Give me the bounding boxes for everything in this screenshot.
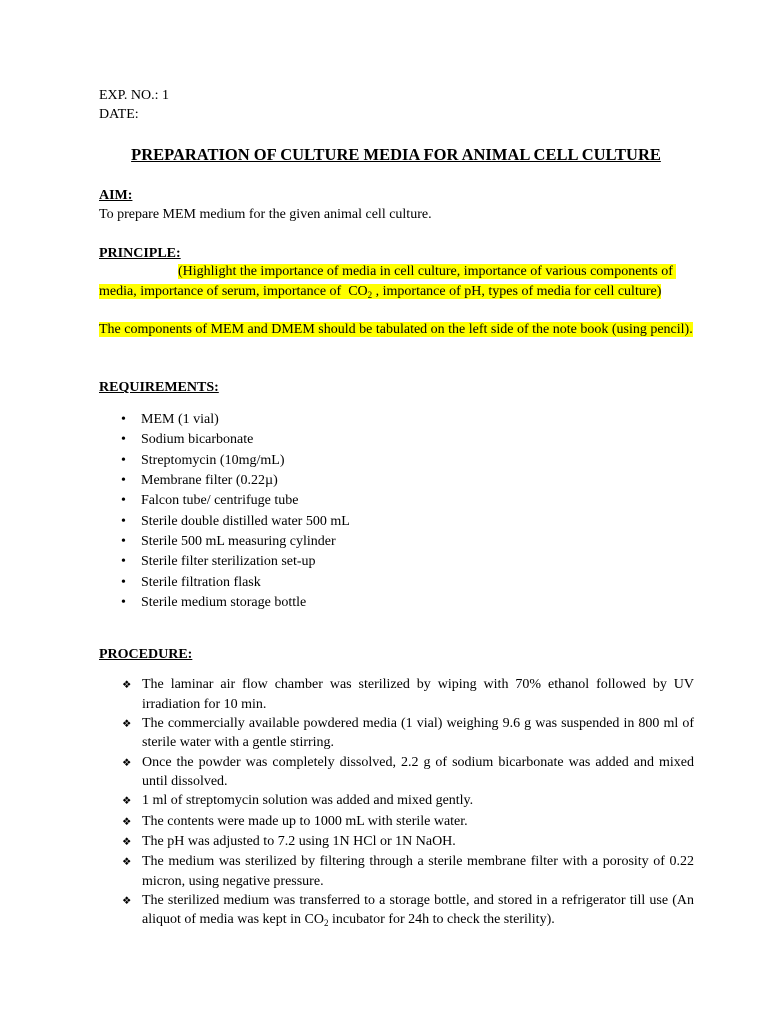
requirements-section [99, 378, 693, 397]
aim-text: To prepare MEM medium for the given animal cell culture. [99, 207, 432, 222]
bullet-icon: • [121, 452, 126, 468]
diamond-x-icon: ❖ [122, 856, 132, 869]
procedure-step [119, 812, 694, 832]
list-item [119, 552, 679, 572]
list-item [119, 512, 679, 532]
step-text-end: incubator for 24h to check the sterility). [328, 912, 555, 928]
step-text: The pH was adjusted to 7.2 using 1N HCl or 1N NaOH. [142, 833, 456, 849]
bullet-icon: • [121, 493, 126, 509]
requirements-heading: REQUIREMENTS: [99, 380, 219, 396]
diamond-x-icon: ❖ [122, 795, 132, 808]
experiment-number: EXP. NO.: 1 [99, 88, 170, 103]
list-item [119, 451, 679, 471]
bullet-icon: • [121, 594, 126, 610]
bullet-icon: • [121, 533, 126, 549]
experiment-date: DATE: [99, 107, 139, 123]
requirement-text: Streptomycin (10mg/mL) [141, 452, 285, 468]
requirement-text: Sterile filtration flask [141, 574, 261, 590]
step-text: The commercially available powdered media (1 vial) weighing 9.6 g was suspended in 800 ml of sterile water with a gentle stirring. [142, 715, 694, 751]
step-text: The laminar air flow chamber was sterilized by wiping with 70% ethanol followed by UV irradiation for 10 min. [142, 677, 694, 712]
requirement-text: Membrane filter (0.22µ) [141, 472, 278, 488]
requirements-list [119, 410, 679, 613]
diamond-x-icon: ❖ [122, 894, 132, 907]
principle-section [99, 244, 693, 263]
requirement-text: Falcon tube/ centrifuge tube [141, 493, 299, 509]
page-title: PREPARATION OF CULTURE MEDIA FOR ANIMAL CELL CULTURE [131, 145, 661, 164]
requirement-text: Sterile 500 mL measuring cylinder [141, 533, 336, 549]
requirement-text: Sterile filter sterilization set-up [141, 554, 316, 570]
step-text: 1 ml of streptomycin solution was added and mixed gently. [142, 793, 474, 809]
list-item [119, 532, 679, 552]
procedure-step [119, 832, 694, 852]
list-item [119, 471, 679, 491]
principle-instruction [99, 320, 693, 340]
diamond-x-icon: ❖ [122, 815, 132, 828]
principle-note-text: (Highlight the importance of media in cell culture, importance of various components of media, importance of serum, importance of CO [99, 264, 677, 299]
principle-note [99, 262, 693, 302]
co2-subscript: 2 [323, 918, 329, 929]
bullet-icon: • [121, 472, 126, 488]
requirement-text: Sterile double distilled water 500 mL [141, 513, 350, 529]
diamond-x-icon: ❖ [122, 835, 132, 848]
list-item [119, 430, 679, 450]
requirement-text: Sodium bicarbonate [141, 432, 254, 448]
procedure-step [119, 791, 694, 811]
list-item [119, 573, 679, 593]
procedure-step [119, 753, 694, 792]
procedure-step [119, 675, 694, 714]
diamond-x-icon: ❖ [122, 679, 132, 692]
requirement-text: MEM (1 vial) [141, 412, 219, 427]
requirement-text: Sterile medium storage bottle [141, 594, 307, 610]
step-text: The contents were made up to 1000 mL with sterile water. [142, 813, 468, 829]
co2-subscript: 2 [367, 290, 373, 300]
aim-section [99, 186, 693, 225]
diamond-x-icon: ❖ [122, 756, 132, 769]
step-text: Once the powder was completely dissolved, 2.2 g of sodium bicarbonate was added and mixed until dissolved. [142, 754, 694, 789]
procedure-step [119, 852, 694, 891]
bullet-icon: • [121, 513, 126, 529]
principle-note-highlight [99, 264, 676, 299]
procedure-section [99, 645, 693, 664]
bullet-icon: • [121, 412, 126, 427]
list-item [119, 593, 679, 613]
list-item [119, 491, 679, 511]
aim-heading: AIM: [99, 187, 133, 203]
principle-heading: PRINCIPLE: [99, 246, 181, 262]
step-text-start: The sterilized medium was transferred to a storage bottle, and stored in a refrigerator till use (An aliquot of media was kept in CO [142, 892, 694, 928]
principle-note-text-end: , importance of pH, types of media for cell culture) [372, 284, 662, 299]
procedure-step [119, 714, 694, 753]
diamond-x-icon: ❖ [122, 717, 132, 730]
procedure-list [119, 675, 694, 929]
bullet-icon: • [121, 554, 126, 570]
procedure-heading: PROCEDURE: [99, 647, 193, 663]
procedure-step [119, 891, 694, 930]
experiment-header [99, 86, 693, 125]
principle-instruction-text: The components of MEM and DMEM should be tabulated on the left side of the note book (using pencil). [99, 322, 693, 337]
bullet-icon: • [121, 432, 126, 448]
bullet-icon: • [121, 574, 126, 590]
step-text [142, 891, 694, 930]
list-item [119, 410, 679, 430]
step-text: The medium was sterilized by filtering through a sterile membrane filter with a porosity of 0.22 micron, using negative pressure. [142, 854, 694, 889]
